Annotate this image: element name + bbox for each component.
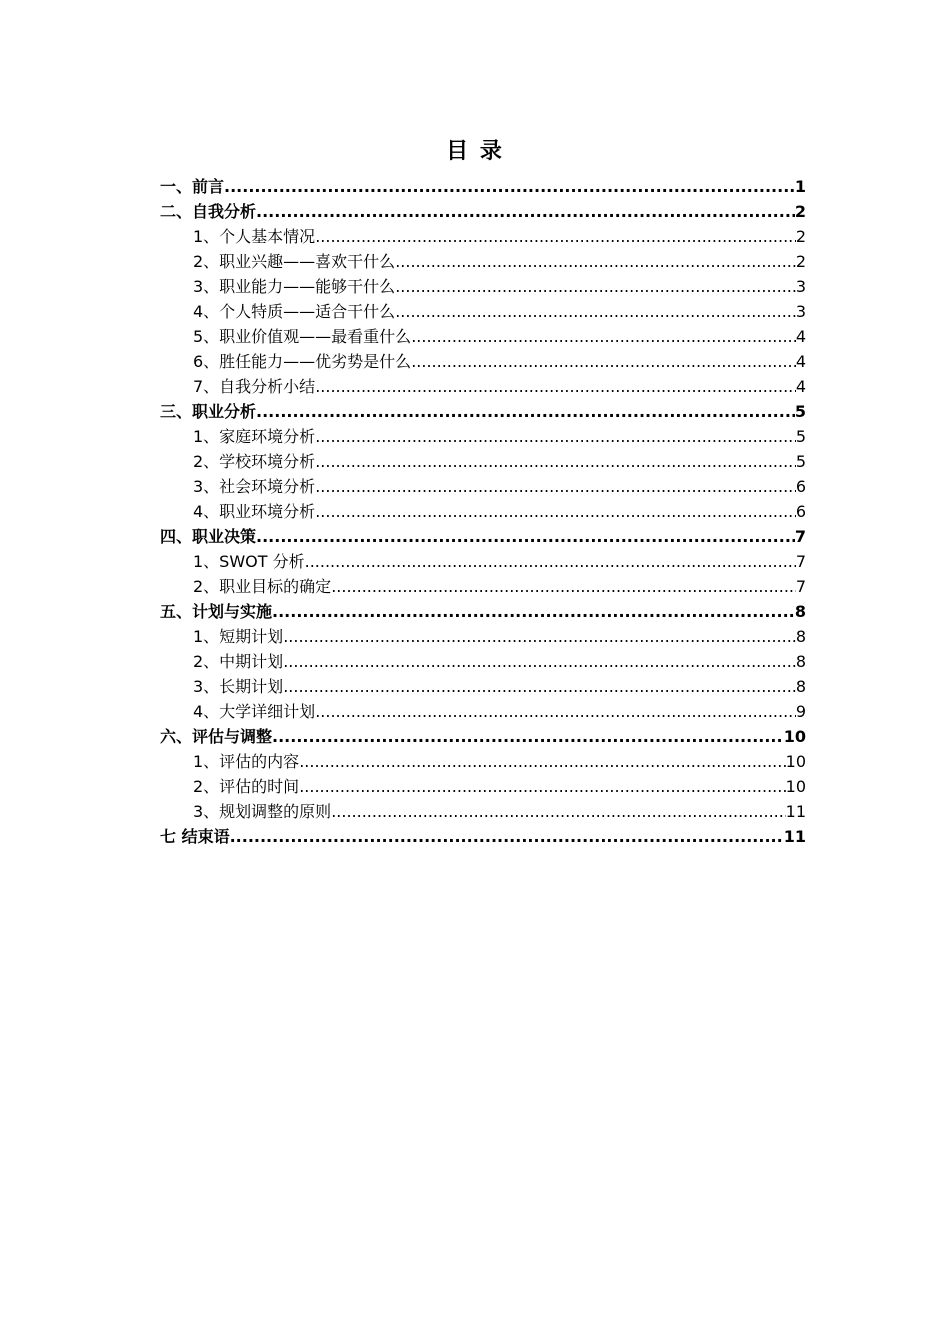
toc-dot-leader	[411, 349, 796, 374]
toc-entry[interactable]	[160, 249, 806, 274]
toc-dot-leader	[315, 699, 796, 724]
toc-entry-page: 4	[795, 377, 806, 396]
toc-dot-leader	[272, 599, 795, 624]
toc-entry[interactable]	[160, 174, 806, 199]
toc-entry-page: 5	[794, 402, 806, 421]
toc-dot-leader	[299, 749, 785, 774]
toc-entry-page: 1	[794, 177, 806, 196]
toc-entry-label: 五、计划与实施	[160, 602, 273, 621]
toc-dot-leader	[331, 574, 796, 599]
toc-entry-page: 2	[795, 227, 806, 246]
toc-entry-page: 8	[795, 627, 806, 646]
toc-entry[interactable]	[160, 499, 806, 524]
toc-entry-page: 6	[795, 502, 806, 521]
toc-title: 目 录	[446, 138, 504, 164]
toc-entry-page: 10	[783, 727, 806, 746]
toc-entry-label: 二、自我分析	[160, 202, 257, 221]
toc-entry-page: 8	[795, 652, 806, 671]
toc-entry-page: 11	[783, 827, 806, 846]
toc-entry[interactable]	[160, 574, 806, 599]
toc-dot-leader	[315, 224, 796, 249]
toc-dot-leader	[315, 474, 796, 499]
toc-entry-label: 2、学校环境分析	[193, 452, 316, 471]
toc-entry-label: 3、社会环境分析	[193, 477, 316, 496]
toc-entry-page: 5	[795, 427, 806, 446]
toc-dot-leader	[256, 199, 795, 224]
toc-entry-label: 六、评估与调整	[160, 727, 273, 746]
toc-entry-page: 9	[795, 702, 806, 721]
toc-entry-page: 3	[795, 277, 806, 296]
toc-entry-label: 1、短期计划	[193, 627, 284, 646]
toc-entry-page: 2	[794, 202, 806, 221]
toc-entry-label: 七 结束语	[160, 827, 230, 846]
toc-entry-page: 7	[795, 552, 806, 571]
toc-entry-label: 1、评估的内容	[193, 752, 300, 771]
toc-entry[interactable]	[160, 324, 806, 349]
toc-entry[interactable]	[160, 349, 806, 374]
toc-entry-label: 三、职业分析	[160, 402, 257, 421]
toc-entry-label: 2、职业兴趣——喜欢干什么	[193, 252, 396, 271]
toc-entry-label: 4、大学详细计划	[193, 702, 316, 721]
toc-entry-page: 7	[795, 577, 806, 596]
toc-dot-leader	[283, 624, 796, 649]
toc-entry-label: 2、评估的时间	[193, 777, 300, 796]
toc-entry-label: 3、职业能力——能够干什么	[193, 277, 396, 296]
toc-entry-page: 4	[795, 327, 806, 346]
toc-entry[interactable]	[160, 799, 806, 824]
toc-dot-leader	[283, 649, 796, 674]
toc-dot-leader	[224, 174, 795, 199]
toc-dot-leader	[272, 724, 784, 749]
toc-entry[interactable]	[160, 274, 806, 299]
toc-entry[interactable]	[160, 624, 806, 649]
toc-entry[interactable]	[160, 224, 806, 249]
toc-entry-page: 2	[795, 252, 806, 271]
toc-entry[interactable]	[160, 474, 806, 499]
toc-entry-label: 3、长期计划	[193, 677, 284, 696]
toc-dot-leader	[256, 524, 795, 549]
toc-dot-leader	[230, 824, 784, 849]
toc-dot-leader	[315, 424, 796, 449]
toc-entry-page: 3	[795, 302, 806, 321]
toc-entry-label: 4、个人特质——适合干什么	[193, 302, 396, 321]
toc-dot-leader	[305, 549, 796, 574]
toc-dot-leader	[395, 299, 796, 324]
toc-entry-page: 7	[794, 527, 806, 546]
toc-entry-page: 11	[785, 802, 806, 821]
toc-entry-label: 1、SWOT 分析	[193, 552, 305, 571]
toc-entry-label: 2、职业目标的确定	[193, 577, 332, 596]
toc-entry-page: 8	[794, 602, 806, 621]
toc-dot-leader	[283, 674, 796, 699]
toc-entry-label: 四、职业决策	[160, 527, 257, 546]
toc-entry[interactable]	[160, 424, 806, 449]
toc-entry-page: 5	[795, 452, 806, 471]
toc-entry-page: 8	[795, 677, 806, 696]
toc-entry[interactable]	[160, 524, 806, 549]
toc-dot-leader	[256, 399, 795, 424]
toc-entry-page: 10	[785, 777, 806, 796]
toc-entry[interactable]	[160, 599, 806, 624]
toc-entry-label: 5、职业价值观——最看重什么	[193, 327, 412, 346]
toc-entry-page: 4	[795, 352, 806, 371]
toc-entry-label: 7、自我分析小结	[193, 377, 316, 396]
toc-entry[interactable]	[160, 299, 806, 324]
toc-entry[interactable]	[160, 549, 806, 574]
toc-entry-label: 1、个人基本情况	[193, 227, 316, 246]
toc-entry[interactable]	[160, 824, 806, 849]
toc-entry-page: 6	[795, 477, 806, 496]
toc-dot-leader	[315, 449, 796, 474]
toc-entry[interactable]	[160, 399, 806, 424]
toc-entry[interactable]	[160, 199, 806, 224]
toc-entry[interactable]	[160, 724, 806, 749]
toc-entry[interactable]	[160, 449, 806, 474]
toc-dot-leader	[315, 374, 796, 399]
toc-dot-leader	[331, 799, 785, 824]
toc-entry-label: 一、前言	[160, 177, 225, 196]
table-of-contents	[160, 174, 806, 849]
toc-entry-page: 10	[785, 752, 806, 771]
toc-dot-leader	[315, 499, 796, 524]
toc-entry-label: 2、中期计划	[193, 652, 284, 671]
toc-entry[interactable]	[160, 649, 806, 674]
toc-entry-label: 1、家庭环境分析	[193, 427, 316, 446]
toc-entry[interactable]	[160, 749, 806, 774]
toc-entry[interactable]	[160, 374, 806, 399]
toc-entry[interactable]	[160, 774, 806, 799]
toc-dot-leader	[411, 324, 796, 349]
toc-dot-leader	[395, 274, 796, 299]
toc-entry[interactable]	[160, 674, 806, 699]
toc-dot-leader	[395, 249, 796, 274]
toc-dot-leader	[299, 774, 785, 799]
toc-entry-label: 6、胜任能力——优劣势是什么	[193, 352, 412, 371]
toc-entry[interactable]	[160, 699, 806, 724]
toc-entry-label: 4、职业环境分析	[193, 502, 316, 521]
toc-entry-label: 3、规划调整的原则	[193, 802, 332, 821]
